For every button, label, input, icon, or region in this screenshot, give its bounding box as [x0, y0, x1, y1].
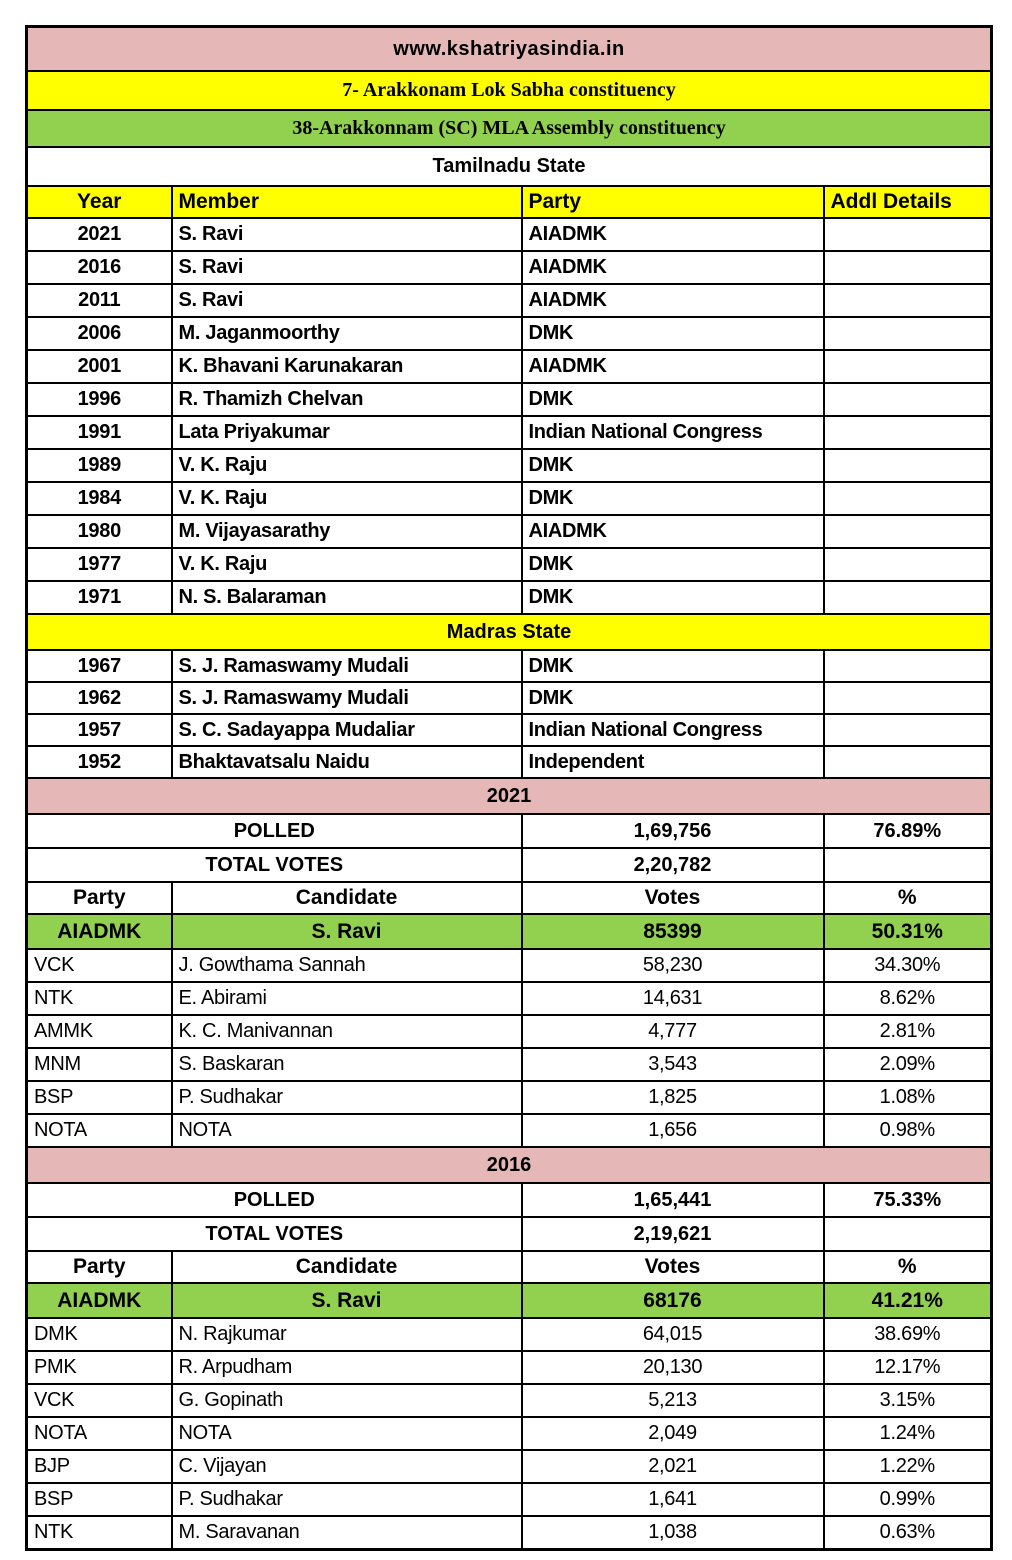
party-cell: MNM	[27, 1048, 172, 1081]
party-cell: PMK	[27, 1351, 172, 1384]
party-column-header: Party	[522, 186, 824, 218]
votes-cell: 85399	[522, 914, 824, 949]
candidate-cell: P. Sudhakar	[172, 1081, 522, 1114]
votes-cell: 68176	[522, 1283, 824, 1318]
votes-cell: 58,230	[522, 949, 824, 982]
candidate-cell: NOTA	[172, 1417, 522, 1450]
total-votes-label: TOTAL VOTES	[27, 848, 522, 882]
addl-cell	[824, 218, 992, 251]
party-cell: VCK	[27, 949, 172, 982]
addl-cell	[824, 416, 992, 449]
party-cell: BSP	[27, 1081, 172, 1114]
party-cell: BSP	[27, 1483, 172, 1516]
votes-cell: 1,656	[522, 1114, 824, 1147]
site-url: www.kshatriyasindia.in	[27, 27, 992, 72]
party-cell: AIADMK	[522, 284, 824, 317]
candidate-table-header	[27, 1251, 992, 1283]
member-row	[27, 383, 992, 416]
party-cell: AIADMK	[522, 251, 824, 284]
total-votes-row	[27, 1217, 992, 1251]
member-row	[27, 284, 992, 317]
year-cell: 1984	[27, 482, 172, 515]
votes-cell: 5,213	[522, 1384, 824, 1417]
member-cell: M. Vijayasarathy	[172, 515, 522, 548]
percent-column-header: %	[824, 1251, 992, 1283]
votes-cell: 4,777	[522, 1015, 824, 1048]
party-cell: Independent	[522, 746, 824, 778]
year-cell: 1980	[27, 515, 172, 548]
addl-cell	[824, 251, 992, 284]
year-cell: 1971	[27, 581, 172, 614]
party-cell: NOTA	[27, 1114, 172, 1147]
assembly-title: 38-Arakkonnam (SC) MLA Assembly constituency	[27, 110, 992, 147]
party-cell: DMK	[522, 317, 824, 350]
constituency-table	[25, 25, 993, 1551]
party-cell: AMMK	[27, 1015, 172, 1048]
party-cell: DMK	[522, 449, 824, 482]
member-row	[27, 482, 992, 515]
candidate-cell: S. Ravi	[172, 1283, 522, 1318]
lok-sabha-title: 7- Arakkonam Lok Sabha constituency	[27, 71, 992, 110]
addl-cell	[824, 650, 992, 682]
year-cell: 1977	[27, 548, 172, 581]
total-votes-value: 2,20,782	[522, 848, 824, 882]
party-cell: AIADMK	[522, 218, 824, 251]
member-cell: Bhaktavatsalu Naidu	[172, 746, 522, 778]
party-cell: DMK	[522, 581, 824, 614]
constituency-sheet	[25, 25, 990, 1551]
year-cell: 1996	[27, 383, 172, 416]
member-row	[27, 682, 992, 714]
year-cell: 1962	[27, 682, 172, 714]
polled-percent: 75.33%	[824, 1183, 992, 1217]
candidate-row	[27, 1081, 992, 1114]
party-cell: VCK	[27, 1384, 172, 1417]
winner-row	[27, 914, 992, 949]
year-cell: 1989	[27, 449, 172, 482]
party-cell: Indian National Congress	[522, 714, 824, 746]
percent-column-header: %	[824, 882, 992, 914]
party-cell: DMK	[522, 482, 824, 515]
candidate-cell: P. Sudhakar	[172, 1483, 522, 1516]
member-row	[27, 218, 992, 251]
candidate-row	[27, 1516, 992, 1550]
party-cell: BJP	[27, 1450, 172, 1483]
member-row	[27, 548, 992, 581]
polled-row	[27, 814, 992, 848]
year-column-header: Year	[27, 186, 172, 218]
madras-state-title: Madras State	[27, 614, 992, 650]
member-row	[27, 350, 992, 383]
candidate-row	[27, 1417, 992, 1450]
candidate-column-header: Candidate	[172, 882, 522, 914]
madras-state-title-row	[27, 614, 992, 650]
candidate-cell: N. Rajkumar	[172, 1318, 522, 1351]
candidate-row	[27, 1318, 992, 1351]
member-row	[27, 515, 992, 548]
year-cell: 2001	[27, 350, 172, 383]
party-cell: DMK	[27, 1318, 172, 1351]
percent-cell: 1.24%	[824, 1417, 992, 1450]
year-cell: 2016	[27, 251, 172, 284]
votes-cell: 1,038	[522, 1516, 824, 1550]
addl-cell	[824, 714, 992, 746]
member-cell: S. Ravi	[172, 218, 522, 251]
percent-cell: 0.63%	[824, 1516, 992, 1550]
candidate-row	[27, 1015, 992, 1048]
member-row	[27, 650, 992, 682]
candidate-cell: NOTA	[172, 1114, 522, 1147]
percent-cell: 3.15%	[824, 1384, 992, 1417]
addl-cell	[824, 482, 992, 515]
member-cell: S. J. Ramaswamy Mudali	[172, 682, 522, 714]
candidate-row	[27, 1351, 992, 1384]
polled-votes: 1,69,756	[522, 814, 824, 848]
party-cell: DMK	[522, 650, 824, 682]
year-cell: 1967	[27, 650, 172, 682]
votes-cell: 14,631	[522, 982, 824, 1015]
member-cell: S. C. Sadayappa Mudaliar	[172, 714, 522, 746]
polled-row	[27, 1183, 992, 1217]
candidate-row	[27, 982, 992, 1015]
member-row	[27, 449, 992, 482]
addl-cell	[824, 581, 992, 614]
site-banner-row	[27, 27, 992, 72]
party-cell: Indian National Congress	[522, 416, 824, 449]
empty-cell	[824, 848, 992, 882]
candidate-cell: G. Gopinath	[172, 1384, 522, 1417]
party-cell: DMK	[522, 383, 824, 416]
state-title-row	[27, 147, 992, 186]
candidate-row	[27, 949, 992, 982]
votes-cell: 20,130	[522, 1351, 824, 1384]
party-cell: DMK	[522, 682, 824, 714]
member-row	[27, 251, 992, 284]
year-cell: 1952	[27, 746, 172, 778]
candidate-cell: S. Ravi	[172, 914, 522, 949]
polled-label: POLLED	[27, 814, 522, 848]
candidate-row	[27, 1384, 992, 1417]
party-column-header: Party	[27, 882, 172, 914]
year-cell: 1957	[27, 714, 172, 746]
member-row	[27, 317, 992, 350]
addl-cell	[824, 350, 992, 383]
votes-cell: 1,641	[522, 1483, 824, 1516]
addl-cell	[824, 383, 992, 416]
party-cell: NTK	[27, 1516, 172, 1550]
candidate-cell: C. Vijayan	[172, 1450, 522, 1483]
winner-row	[27, 1283, 992, 1318]
member-cell: K. Bhavani Karunakaran	[172, 350, 522, 383]
lok-sabha-title-row	[27, 71, 992, 110]
candidate-table-header	[27, 882, 992, 914]
addl-cell	[824, 449, 992, 482]
member-row	[27, 714, 992, 746]
member-cell: S. Ravi	[172, 251, 522, 284]
party-cell: AIADMK	[27, 914, 172, 949]
year-cell: 1991	[27, 416, 172, 449]
percent-cell: 12.17%	[824, 1351, 992, 1384]
polled-percent: 76.89%	[824, 814, 992, 848]
party-cell: AIADMK	[522, 515, 824, 548]
addl-cell	[824, 682, 992, 714]
candidate-row	[27, 1048, 992, 1081]
candidate-cell: J. Gowthama Sannah	[172, 949, 522, 982]
member-cell: V. K. Raju	[172, 548, 522, 581]
percent-cell: 0.98%	[824, 1114, 992, 1147]
addl-cell	[824, 317, 992, 350]
percent-cell: 8.62%	[824, 982, 992, 1015]
member-row	[27, 416, 992, 449]
votes-cell: 3,543	[522, 1048, 824, 1081]
candidate-column-header: Candidate	[172, 1251, 522, 1283]
addl-cell	[824, 548, 992, 581]
votes-cell: 2,021	[522, 1450, 824, 1483]
percent-cell: 0.99%	[824, 1483, 992, 1516]
year-cell: 2021	[27, 218, 172, 251]
polled-label: POLLED	[27, 1183, 522, 1217]
candidate-cell: K. C. Manivannan	[172, 1015, 522, 1048]
percent-cell: 34.30%	[824, 949, 992, 982]
member-cell: V. K. Raju	[172, 449, 522, 482]
assembly-title-row	[27, 110, 992, 147]
election-year-2016: 2016	[27, 1147, 992, 1183]
year-cell: 2011	[27, 284, 172, 317]
candidate-cell: E. Abirami	[172, 982, 522, 1015]
total-votes-value: 2,19,621	[522, 1217, 824, 1251]
member-row	[27, 746, 992, 778]
percent-cell: 2.09%	[824, 1048, 992, 1081]
percent-cell: 50.31%	[824, 914, 992, 949]
member-table-header	[27, 186, 992, 218]
empty-cell	[824, 1217, 992, 1251]
party-cell: NTK	[27, 982, 172, 1015]
percent-cell: 41.21%	[824, 1283, 992, 1318]
addl-details-column-header: Addl Details	[824, 186, 992, 218]
party-column-header: Party	[27, 1251, 172, 1283]
percent-cell: 38.69%	[824, 1318, 992, 1351]
candidate-cell: R. Arpudham	[172, 1351, 522, 1384]
candidate-cell: M. Saravanan	[172, 1516, 522, 1550]
polled-votes: 1,65,441	[522, 1183, 824, 1217]
member-cell: V. K. Raju	[172, 482, 522, 515]
election-year-bar-row	[27, 778, 992, 814]
candidate-row	[27, 1114, 992, 1147]
party-cell: AIADMK	[522, 350, 824, 383]
tamilnadu-state-title: Tamilnadu State	[27, 147, 992, 186]
member-cell: N. S. Balaraman	[172, 581, 522, 614]
election-year-bar-row	[27, 1147, 992, 1183]
percent-cell: 1.22%	[824, 1450, 992, 1483]
party-cell: DMK	[522, 548, 824, 581]
votes-column-header: Votes	[522, 882, 824, 914]
percent-cell: 2.81%	[824, 1015, 992, 1048]
member-cell: Lata Priyakumar	[172, 416, 522, 449]
votes-cell: 2,049	[522, 1417, 824, 1450]
addl-cell	[824, 746, 992, 778]
party-cell: AIADMK	[27, 1283, 172, 1318]
member-row	[27, 581, 992, 614]
total-votes-label: TOTAL VOTES	[27, 1217, 522, 1251]
votes-cell: 64,015	[522, 1318, 824, 1351]
votes-column-header: Votes	[522, 1251, 824, 1283]
candidate-row	[27, 1483, 992, 1516]
addl-cell	[824, 515, 992, 548]
member-cell: S. J. Ramaswamy Mudali	[172, 650, 522, 682]
year-cell: 2006	[27, 317, 172, 350]
member-cell: S. Ravi	[172, 284, 522, 317]
votes-cell: 1,825	[522, 1081, 824, 1114]
candidate-cell: S. Baskaran	[172, 1048, 522, 1081]
member-column-header: Member	[172, 186, 522, 218]
election-year-2021: 2021	[27, 778, 992, 814]
member-cell: R. Thamizh Chelvan	[172, 383, 522, 416]
addl-cell	[824, 284, 992, 317]
party-cell: NOTA	[27, 1417, 172, 1450]
candidate-row	[27, 1450, 992, 1483]
percent-cell: 1.08%	[824, 1081, 992, 1114]
member-cell: M. Jaganmoorthy	[172, 317, 522, 350]
total-votes-row	[27, 848, 992, 882]
